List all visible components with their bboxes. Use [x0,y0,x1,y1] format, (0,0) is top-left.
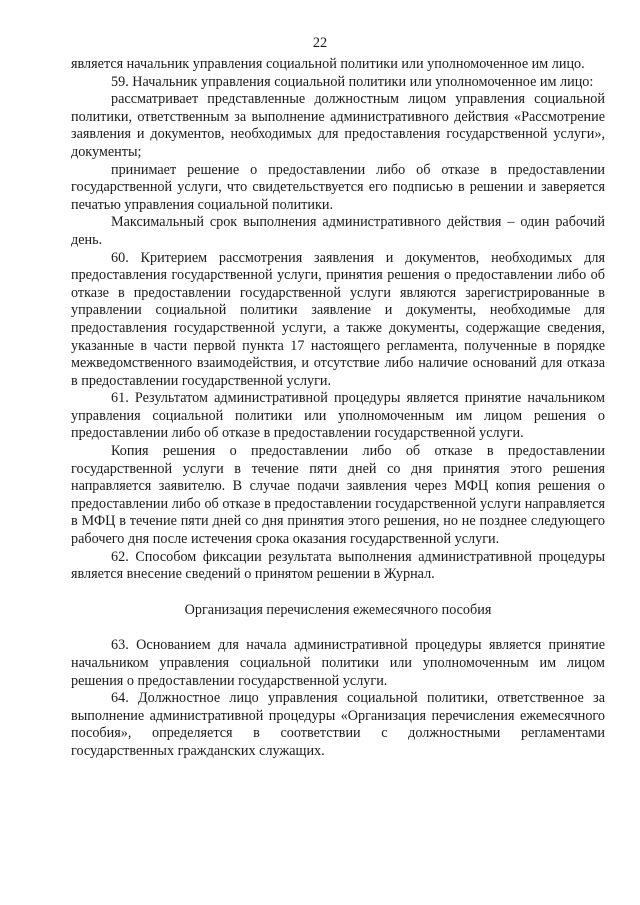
paragraph-61: 61. Результатом административной процедуры является принятие начальником управления социальной политики или уполномоченным им лицом решения о предоставлении либо об отказе в предоставлении государственной услуги. [71,390,605,442]
paragraph-63: 63. Основанием для начала административной процедуры является принятие начальником управления социальной политики или уполномоченным им лицом решения о предоставлении государственной услуги. [71,637,605,689]
document-body [71,56,605,761]
paragraph-59-review: рассматривает представленные должностным лицом управления социальной политики, ответственным за выполнение административного действия «Рассмотрение заявления и документов, необходимых для предоставления государственной услуги», документы; [71,91,605,160]
paragraph-59-deadline: Максимальный срок выполнения административного действия – один рабочий день. [71,214,605,248]
paragraph-59: 59. Начальник управления социальной политики или уполномоченное им лицо: [111,73,594,90]
paragraph-61-copy: Копия решения о предоставлении либо об отказе в предоставлении государственной услуги в течение пяти дней со дня принятия этого решения направляется заявителю. В случае подачи заявления через МФЦ копия решения о предоставлении либо об отказе в предоставлении государственной услуги направляется в МФЦ в течение пяти дней со дня принятия этого решения, но не позднее следующего рабочего дня после истечения срока оказания государственной услуги. [71,443,605,548]
section-heading: Организация перечисления ежемесячного пособия [184,601,492,618]
paragraph-59-decision: принимает решение о предоставлении либо об отказе в предоставлении государственной услуги, что свидетельствуется его подписью в решении и заверяется печатью управления социальной политики. [71,161,605,213]
paragraph-continuation-58: является начальник управления социальной политики или уполномоченное им лицо. [71,56,585,72]
page-number: 22 [312,35,328,51]
paragraph-62: 62. Способом фиксации результата выполнения административной процедуры является внесение сведений о принятом решении в Журнал. [71,548,605,583]
paragraph-64: 64. Должностное лицо управления социальной политики, ответственное за выполнение административной процедуры «Организация перечисления ежемесячного пособия», определяется в соответствии с должностными регламентами государственных гражданских служащих. [71,690,605,759]
paragraph-60: 60. Критерием рассмотрения заявления и документов, необходимых для предоставления государственной услуги, принятия решения о предоставлении либо об отказе в предоставлении государственной услуги являются зарегистрированные в управлении социальной политики заявление и документы, необходимые для предоставления государственной услуги, а также документы, содержащие сведения, указанные в части первой пункта 17 настоящего регламента, полученные в порядке межведомственного взаимодействия, и отсутствие либо наличие оснований для отказа в предоставлении государственной услуги. [71,249,605,389]
